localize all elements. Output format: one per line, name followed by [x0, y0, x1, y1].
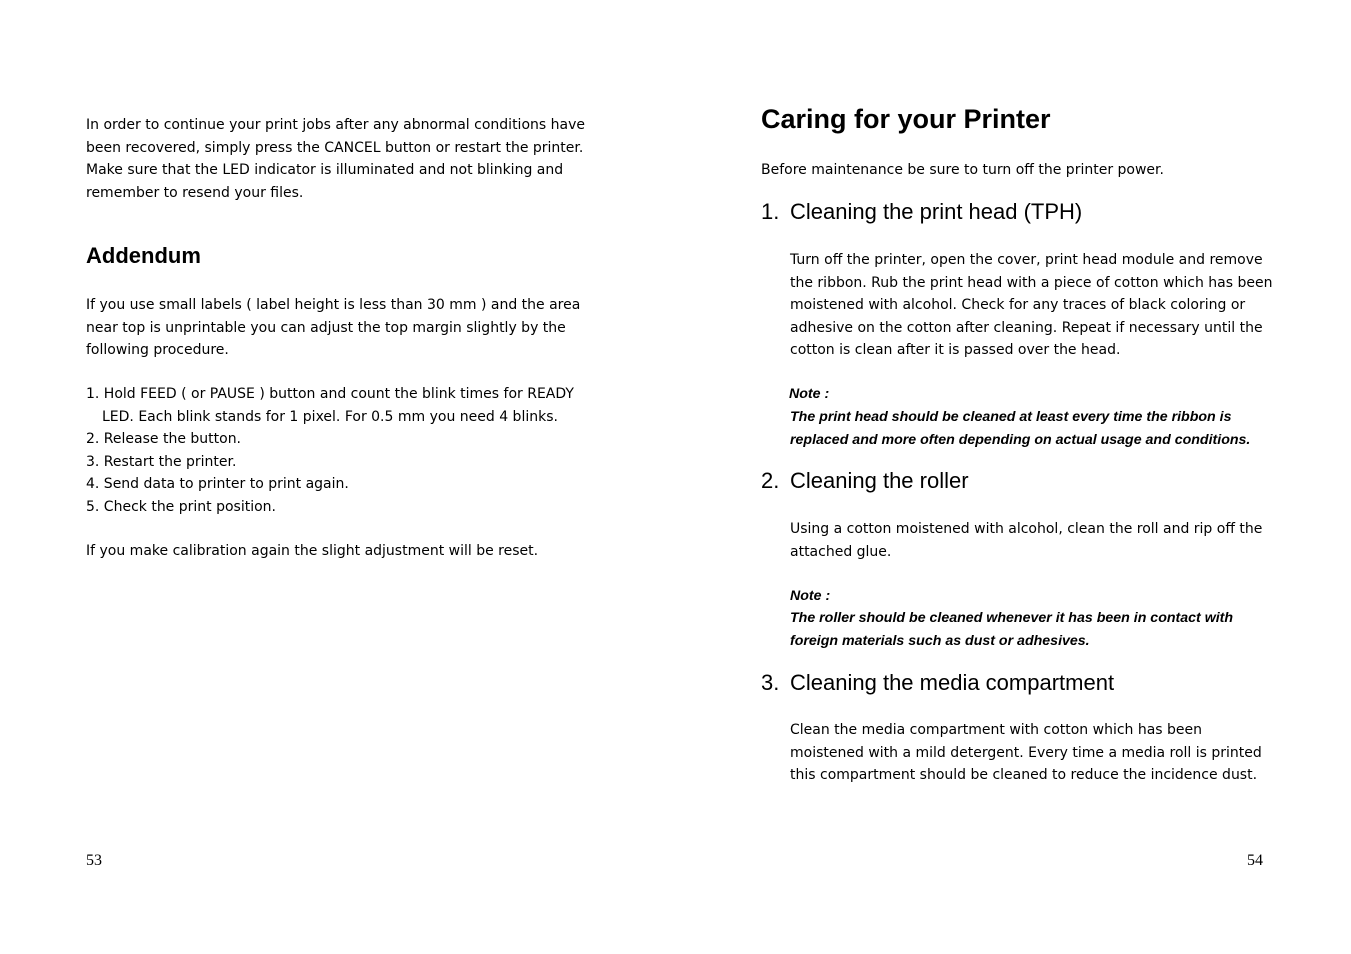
reset-note-paragraph: If you make calibration again the slight adjustment will be reset.	[86, 543, 539, 559]
procedure-step: 5. Check the print position.	[86, 498, 276, 515]
page-title: Caring for your Printer	[761, 104, 1051, 134]
right-page	[761, 0, 1281, 954]
step-continuation: LED. Each blink stands for 1 pixel. For 0.5 mm you need 4 blinks.	[102, 408, 558, 425]
addendum-paragraph: If you use small labels ( label height is less than 30 mm ) and the area near top is unprintable you can adjust the top margin slightly by the following procedure.	[86, 297, 581, 358]
section-number: 2.	[761, 468, 780, 493]
media-compartment-paragraph: Clean the media compartment with cotton which has been moistened with a mild detergent. Every time a media roll is printed this compartment should be cleaned to reduce the incidence dust.	[790, 722, 1262, 783]
procedure-steps	[86, 383, 606, 518]
procedure-step: 2. Release the button.	[86, 431, 242, 447]
page-number-right: 54	[1247, 852, 1263, 869]
maintenance-intro: Before maintenance be sure to turn off the printer power.	[761, 162, 1164, 178]
recovery-paragraph: In order to continue your print jobs after any abnormal conditions have been recovered, simply press the CANCEL button or restart the printer. Make sure that the LED indicator is illuminated and not blinking and remember to resend your files.	[86, 117, 585, 201]
step-text: 1. Hold FEED ( or PAUSE ) button and count the blink times for READY	[86, 386, 574, 402]
section-title: Cleaning the roller	[790, 468, 969, 493]
page-number-left: 53	[86, 852, 102, 869]
procedure-step: 3. Restart the printer.	[86, 453, 237, 470]
section-heading-print-head	[761, 199, 1082, 225]
section-number: 3.	[761, 670, 780, 695]
section-heading-media	[761, 670, 1114, 696]
section-title: Cleaning the print head (TPH)	[790, 199, 1083, 224]
addendum-heading: Addendum	[86, 243, 201, 268]
section-heading-roller	[761, 468, 969, 494]
roller-paragraph: Using a cotton moistened with alcohol, clean the roll and rip off the attached glue.	[790, 521, 1263, 560]
procedure-step: 4. Send data to printer to print again.	[86, 476, 349, 492]
note-label: Note :	[789, 386, 830, 402]
print-head-paragraph: Turn off the printer, open the cover, print head module and remove the ribbon. Rub the print head with a piece of cotton which has been moistened with alcohol. Check for any traces of black coloring or adhesive on the cotton after cleaning. Repeat if necessary until the cotton is clean after it is passed over the head.	[790, 252, 1273, 358]
left-page	[86, 0, 626, 954]
section-number: 1.	[761, 199, 780, 224]
procedure-step	[86, 383, 606, 428]
print-head-note: The print head should be cleaned at least every time the ribbon is replaced and more often depending on actual usage and conditions.	[790, 409, 1251, 448]
section-title: Cleaning the media compartment	[790, 670, 1115, 695]
note-label: Note :	[790, 588, 831, 604]
roller-note: The roller should be cleaned whenever it has been in contact with foreign materials such as dust or adhesives.	[790, 610, 1234, 649]
